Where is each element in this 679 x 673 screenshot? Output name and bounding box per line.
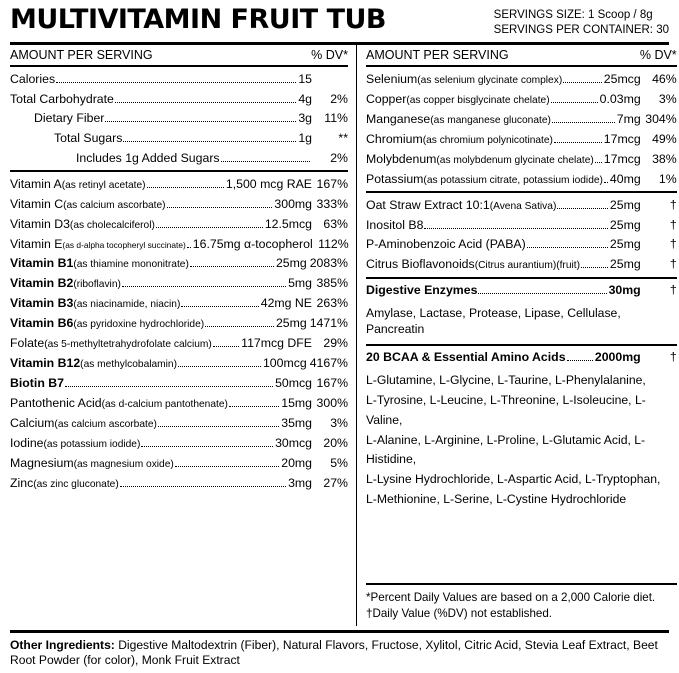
nutrient-row <box>10 234 348 254</box>
serving-size: SERVINGS SIZE: 1 Scoop / 8g <box>493 9 653 21</box>
nutrient-row <box>10 174 348 194</box>
leader-dots <box>120 486 286 487</box>
nutrient-row <box>366 235 677 255</box>
nutrient-source: (as cholecalciferol) <box>69 219 155 231</box>
left-amount-per-serving-label: AMOUNT PER SERVING <box>10 48 153 63</box>
page-title: MULTIVITAMIN FRUIT TUB <box>10 4 387 35</box>
nutrient-amount: 25mg <box>275 256 307 271</box>
nutrient-name: Molybdenum <box>366 151 437 166</box>
nutrient-row <box>366 255 677 275</box>
leader-dots <box>229 406 279 407</box>
nutrient-dv: † <box>669 237 677 252</box>
basics-block <box>10 67 348 170</box>
nutrient-source: (as molybdenum glycinate chelate) <box>436 154 594 166</box>
digestive-enzymes-block <box>366 279 677 344</box>
nutrient-row <box>10 474 348 494</box>
nutrient-amount: 15 <box>298 71 312 86</box>
nutrient-source: (as chromium polynicotinate) <box>422 134 553 146</box>
nutrient-row <box>10 434 348 454</box>
leader-dots <box>604 182 608 183</box>
nutrient-name: Magnesium <box>10 456 74 471</box>
nutrient-dv: † <box>669 349 677 364</box>
nutrient-dv: 385% <box>316 276 348 291</box>
nutrient-source: (as selenium glycinate complex) <box>417 74 563 86</box>
nutrient-dv: 112% <box>318 236 349 251</box>
nutrient-dv: † <box>669 257 677 272</box>
leader-dots <box>567 360 593 361</box>
nutrient-row <box>10 374 348 394</box>
nutrient-name: Vitamin B2 <box>10 276 74 291</box>
nutrient-amount: 1,500 mcg RAE <box>225 176 312 191</box>
amino-acids-block <box>366 346 677 514</box>
nutrient-amount: 17mcg <box>603 131 641 146</box>
nutrient-source: (as niacinamide, niacin) <box>73 299 181 311</box>
nutrient-dv: 20% <box>323 436 348 451</box>
nutrient-row <box>10 314 348 334</box>
nutrient-name: Copper <box>366 91 407 106</box>
nutrient-amount: 30mg <box>608 283 641 298</box>
nutrient-dv: † <box>669 283 677 298</box>
leader-dots <box>105 121 296 122</box>
nutrient-dv: ** <box>338 131 348 146</box>
nutrient-row <box>366 109 677 129</box>
leader-dots <box>581 267 608 268</box>
nutrient-source: (as thiamine mononitrate) <box>73 259 189 271</box>
nutrient-source: (as copper bisglycinate chelate) <box>406 94 550 106</box>
right-spacer <box>366 514 677 583</box>
leader-dots <box>551 102 598 103</box>
nutrient-dv: † <box>669 217 677 232</box>
nutrient-source: (as zinc gluconate) <box>33 479 119 490</box>
nutrient-row <box>10 148 348 168</box>
nutrient-row <box>10 214 348 234</box>
nutrient-row <box>10 294 348 314</box>
nutrient-name: Vitamin D3 <box>10 216 70 231</box>
nutrient-row <box>366 69 677 89</box>
serving-info <box>488 6 669 38</box>
nutrient-dv: 63% <box>323 216 348 231</box>
nutrient-name: Pantothenic Acid <box>10 396 102 411</box>
leader-dots <box>563 82 602 83</box>
servings-per-container: SERVINGS PER CONTAINER: 30 <box>493 24 669 37</box>
left-spacer <box>10 496 348 626</box>
leader-dots <box>557 208 608 209</box>
other-ingredients-label: Other Ingredients: <box>10 637 115 652</box>
leader-dots <box>187 247 191 248</box>
leader-dots <box>205 326 274 327</box>
other-ingredients <box>10 633 669 669</box>
nutrient-amount: 40mg <box>609 171 641 186</box>
nutrient-dv: 333% <box>316 196 348 211</box>
nutrient-dv: 1471% <box>309 316 348 331</box>
nutrient-name: Vitamin E <box>10 236 63 251</box>
nutrient-amount: 25mg <box>609 217 641 232</box>
nutrient-amount: 3g <box>298 111 312 126</box>
nutrient-source: (Citrus aurantium)(fruit) <box>474 260 580 272</box>
nutrient-name: 20 BCAA & Essential Amino Acids <box>366 349 566 364</box>
nutrient-source: (as potassium citrate, potassium iodide) <box>423 174 603 186</box>
nutrient-dv: 300% <box>316 396 348 411</box>
nutrient-dv: 2% <box>330 91 348 106</box>
minerals-block <box>366 67 677 191</box>
amino-line: L-Methionine, L-Serine, L-Cystine Hydrochloride <box>366 491 627 506</box>
leader-dots <box>156 227 263 228</box>
nutrient-dv: 304% <box>645 111 677 126</box>
nutrient-row <box>10 394 348 414</box>
right-amount-per-serving-label: AMOUNT PER SERVING <box>366 48 509 63</box>
nutrient-name: Iodine <box>10 436 44 451</box>
leader-dots <box>190 266 274 267</box>
nutrient-row <box>10 69 348 89</box>
footnote-dagger: †Daily Value (%DV) not established. <box>366 607 553 621</box>
nutrient-name: Calcium <box>10 416 55 431</box>
leader-dots <box>595 162 602 163</box>
amino-line: L-Lysine Hydrochloride, L-Aspartic Acid, L-Tryptophan, <box>366 472 661 487</box>
leader-dots <box>175 466 279 467</box>
leader-dots <box>478 293 606 294</box>
nutrient-row <box>366 195 677 215</box>
left-column-header <box>10 45 348 65</box>
leader-dots <box>552 122 615 123</box>
label-body <box>10 45 677 625</box>
nutrient-source: (as d-calcium pantothenate) <box>101 399 228 411</box>
nutrient-row <box>366 281 677 301</box>
nutrient-amount: 50mcg <box>275 376 312 391</box>
nutrient-row <box>366 169 677 189</box>
nutrient-dv: 263% <box>316 296 348 311</box>
nutrient-dv: 5% <box>330 456 348 471</box>
nutrient-name: Zinc <box>10 476 34 490</box>
botanicals-block <box>366 193 677 277</box>
nutrient-name: Vitamin C <box>10 196 64 211</box>
nutrient-source: (as retinyl acetate) <box>61 179 146 191</box>
nutrient-amount: 3mg <box>288 476 312 490</box>
nutrient-row <box>366 215 677 235</box>
nutrient-amount: 25mg <box>609 197 641 212</box>
nutrient-dv: 49% <box>652 131 677 146</box>
nutrient-amount: 42mg NE <box>260 296 312 311</box>
nutrient-amount: 7mg <box>616 111 641 126</box>
nutrient-source: (as potassium iodide) <box>43 439 141 451</box>
nutrient-amount: 25mg <box>275 316 307 331</box>
leader-dots <box>141 446 273 447</box>
nutrient-dv: 4167% <box>309 356 348 371</box>
nutrient-name: Manganese <box>366 111 431 126</box>
nutrient-source: (as calcium ascorbate) <box>63 199 166 211</box>
nutrient-amount: 25mcg <box>603 71 641 86</box>
nutrient-name: Total Sugars <box>54 131 123 146</box>
nutrient-dv: † <box>669 197 677 212</box>
nutrient-name: Folate <box>10 336 45 351</box>
nutrient-row <box>10 254 348 274</box>
amino-line: L-Alanine, L-Arginine, L-Proline, L-Glutamic Acid, L-Histidine, <box>366 432 646 467</box>
nutrient-amount: 117mcg DFE <box>241 336 312 351</box>
nutrient-amount: 30mcg <box>275 436 312 451</box>
nutrient-dv: 3% <box>658 91 677 106</box>
nutrient-source: (as magnesium oxide) <box>73 459 174 471</box>
nutrient-row <box>10 354 348 374</box>
nutrient-amount: 2000mg <box>594 349 641 364</box>
amino-line: L-Tyrosine, L-Leucine, L-Threonine, L-Isoleucine, L-Valine, <box>366 393 646 427</box>
right-dv-label: % DV* <box>639 48 677 63</box>
nutrient-row <box>10 89 348 109</box>
leader-dots <box>213 346 239 347</box>
nutrient-name: Digestive Enzymes <box>366 283 478 298</box>
nutrient-dv: 46% <box>652 71 677 86</box>
nutrient-amount: 12.5mcg <box>264 216 312 231</box>
amino-acid-list <box>366 367 677 511</box>
nutrient-name: Dietary Fiber <box>34 111 105 126</box>
nutrient-name: Includes 1g Added Sugars <box>76 150 220 165</box>
label-header <box>10 6 669 38</box>
nutrient-dv: 2% <box>330 150 348 165</box>
enzyme-list: Amylase, Lactase, Protease, Lipase, Cellulase, Pancreatin <box>366 305 621 337</box>
nutrient-name: Selenium <box>366 71 418 86</box>
leader-dots <box>221 161 310 162</box>
leader-dots <box>147 187 224 188</box>
left-column <box>10 45 356 625</box>
nutrient-row <box>366 348 677 368</box>
footnotes <box>366 585 677 626</box>
nutrient-amount: 15mg <box>281 396 312 411</box>
nutrient-amount: 5mg <box>288 276 312 291</box>
right-column-header <box>366 45 677 65</box>
nutrient-name: Vitamin A <box>10 176 62 191</box>
nutrient-name: Chromium <box>366 131 423 146</box>
nutrient-row <box>366 89 677 109</box>
nutrient-row <box>10 274 348 294</box>
nutrient-source: (riboflavin) <box>73 279 121 291</box>
leader-dots <box>181 306 258 307</box>
amino-line: L-Glutamine, L-Glycine, L-Taurine, L-Phenylalanine, <box>366 373 646 388</box>
leader-dots <box>122 286 286 287</box>
nutrient-row <box>366 129 677 149</box>
nutrient-name: Potassium <box>366 171 424 186</box>
nutrient-row <box>10 129 348 149</box>
nutrient-dv: 2083% <box>309 256 348 271</box>
leader-dots <box>554 142 602 143</box>
nutrient-row <box>10 109 348 129</box>
nutrient-amount: 16.75mg α-tocopherol <box>192 236 313 251</box>
nutrient-source: (as 5-methyltetrahydrofolate calcium) <box>44 339 212 351</box>
vitamins-block <box>10 172 348 495</box>
nutrient-name: Oat Straw Extract 10:1 <box>366 197 490 212</box>
nutrient-name: P-Aminobenzoic Acid (PABA) <box>366 237 526 252</box>
nutrient-source: (as pyridoxine hydrochloride) <box>73 319 205 331</box>
nutrient-name: Calories <box>10 71 56 86</box>
nutrient-name: Vitamin B12 <box>10 356 81 371</box>
nutrient-dv: 1% <box>658 171 677 186</box>
nutrient-source: (as methylcobalamin) <box>80 359 177 371</box>
nutrient-source: (Avena Sativa) <box>489 200 557 212</box>
nutrient-dv: 11% <box>324 111 348 126</box>
nutrient-amount: 25mg <box>609 257 641 272</box>
leader-dots <box>65 386 273 387</box>
nutrient-amount: 35mg <box>281 416 312 431</box>
nutrient-name: Inositol B8 <box>366 217 424 232</box>
nutrient-source: (as d-alpha tocopheryl succinate) <box>62 239 186 250</box>
nutrient-amount: 17mcg <box>603 151 641 166</box>
nutrient-amount: 4g <box>298 91 312 106</box>
nutrient-amount: 100mcg <box>262 356 307 371</box>
nutrient-name: Citrus Bioflavonoids <box>366 257 475 272</box>
nutrient-source: (as manganese gluconate) <box>430 114 551 126</box>
leader-dots <box>178 366 261 367</box>
right-column <box>356 45 677 625</box>
nutrient-row <box>10 414 348 434</box>
nutrient-row <box>10 334 348 354</box>
nutrient-dv: 167% <box>316 176 348 191</box>
footnote-daily-value: *Percent Daily Values are based on a 2,000 Calorie diet. <box>366 590 656 604</box>
nutrient-name: Vitamin B6 <box>10 316 74 331</box>
leader-dots <box>167 207 273 208</box>
nutrient-amount: 20mg <box>281 456 312 471</box>
nutrient-dv: 27% <box>323 476 348 490</box>
nutrient-row <box>10 454 348 474</box>
nutrient-amount: 0.03mg <box>599 91 641 106</box>
nutrient-dv: 167% <box>316 376 348 391</box>
leader-dots <box>123 141 296 142</box>
nutrient-row <box>366 149 677 169</box>
left-dv-label: % DV* <box>311 48 348 63</box>
nutrient-amount: 300mg <box>274 196 312 211</box>
nutrient-dv: 3% <box>330 416 348 431</box>
other-ingredients-text: Digestive Maltodextrin (Fiber), Natural Flavors, Fructose, Xylitol, Citric Acid, Stevia Leaf Extract, Beet Root Powder (for color), Monk Fruit Extract <box>10 637 658 668</box>
leader-dots <box>115 102 296 103</box>
leader-dots <box>424 228 608 229</box>
nutrient-row <box>10 194 348 214</box>
nutrient-dv: 38% <box>652 151 677 166</box>
nutrient-name: Biotin B7 <box>10 376 64 391</box>
nutrient-name: Vitamin B3 <box>10 296 74 311</box>
nutrient-source: (as calcium ascorbate) <box>54 419 157 431</box>
leader-dots <box>527 247 608 248</box>
nutrient-name: Total Carbohydrate <box>10 91 114 106</box>
nutrient-amount: 25mg <box>609 237 641 252</box>
leader-dots <box>56 82 296 83</box>
nutrient-name: Vitamin B1 <box>10 256 74 271</box>
leader-dots <box>158 426 279 427</box>
nutrient-amount: 1g <box>298 131 312 146</box>
nutrient-dv: 29% <box>323 336 348 351</box>
